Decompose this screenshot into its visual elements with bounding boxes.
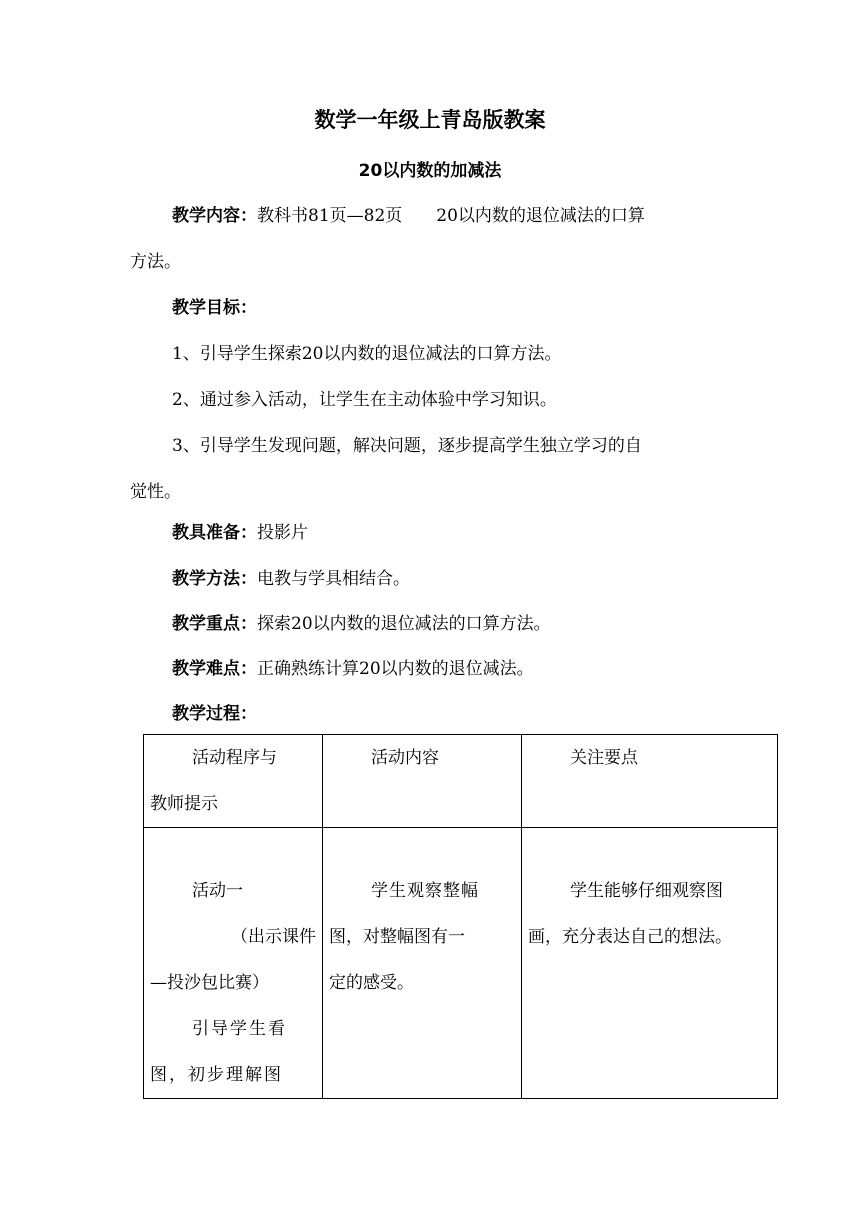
goal-item-3-cont: 觉性。 [130, 482, 181, 502]
teaching-process [130, 691, 740, 737]
teaching-difficulty [130, 646, 740, 692]
teaching-tools-text: 投影片 [257, 523, 308, 543]
row1-content-line: 图，对整幅图有一 [329, 927, 465, 947]
table-row [144, 828, 778, 1099]
header-procedure-text: 活动程序与 [192, 748, 277, 768]
teaching-key-point-label: 教学重点： [172, 614, 257, 634]
teaching-goals-label: 教学目标： [172, 298, 257, 318]
header-cell-content [323, 735, 522, 828]
header-cell-procedure [144, 735, 323, 828]
row1-procedure-line: —投沙包比赛） [150, 973, 269, 993]
goal-item-2: 2、通过参入活动，让学生在主动体验中学习知识。 [172, 390, 557, 410]
process-table [143, 734, 778, 1099]
header-content-text: 活动内容 [371, 748, 439, 768]
header-cell-focus [522, 735, 778, 828]
row1-cell-procedure [144, 828, 323, 1099]
row1-focus-line: 学生能够仔细观察图 [570, 881, 723, 901]
row1-cell-content [323, 828, 522, 1099]
header-focus-text: 关注要点 [570, 748, 638, 768]
teaching-tools-label: 教具准备： [172, 523, 257, 543]
teaching-difficulty-text: 正确熟练计算20以内数的退位减法。 [257, 659, 534, 679]
teaching-content-text: 教科书81页—82页 20以内数的退位减法的口算 [257, 206, 645, 226]
teaching-method-text: 电教与学具相结合。 [257, 569, 410, 589]
row1-procedure-line: 引导学生看 [192, 1019, 287, 1039]
row1-focus-line: 画，充分表达自己的想法。 [528, 927, 732, 947]
teaching-method [130, 556, 740, 602]
header-procedure-text-cont: 教师提示 [150, 794, 218, 814]
goal-item-1: 1、引导学生探索20以内数的退位减法的口算方法。 [172, 344, 562, 364]
teaching-content [130, 193, 740, 285]
document-title: 数学一年级上青岛版教案 [314, 108, 546, 132]
goal-item-3: 3、引导学生发现问题，解决问题，逐步提高学生独立学习的自 [172, 436, 642, 456]
teaching-difficulty-label: 教学难点： [172, 659, 257, 679]
row1-procedure-line: 活动一 [192, 881, 243, 901]
teaching-content-text-cont: 方法。 [130, 252, 181, 272]
teaching-method-label: 教学方法： [172, 569, 257, 589]
document-subtitle: 20以内数的加减法 [358, 161, 502, 181]
row1-content-line: 定的感受。 [329, 973, 414, 993]
table-header-row [144, 735, 778, 828]
teaching-process-label: 教学过程： [172, 704, 257, 724]
row1-procedure-line: （出示课件 [231, 927, 316, 947]
teaching-tools [130, 510, 740, 556]
teaching-key-point [130, 601, 740, 647]
teaching-goals [130, 285, 740, 515]
teaching-content-label: 教学内容： [172, 206, 257, 226]
row1-content-line: 学生观察整幅 [371, 881, 479, 901]
teaching-key-point-text: 探索20以内数的退位减法的口算方法。 [257, 614, 551, 634]
row1-procedure-line: 图，初步理解图 [150, 1065, 283, 1085]
row1-cell-focus [522, 828, 778, 1099]
